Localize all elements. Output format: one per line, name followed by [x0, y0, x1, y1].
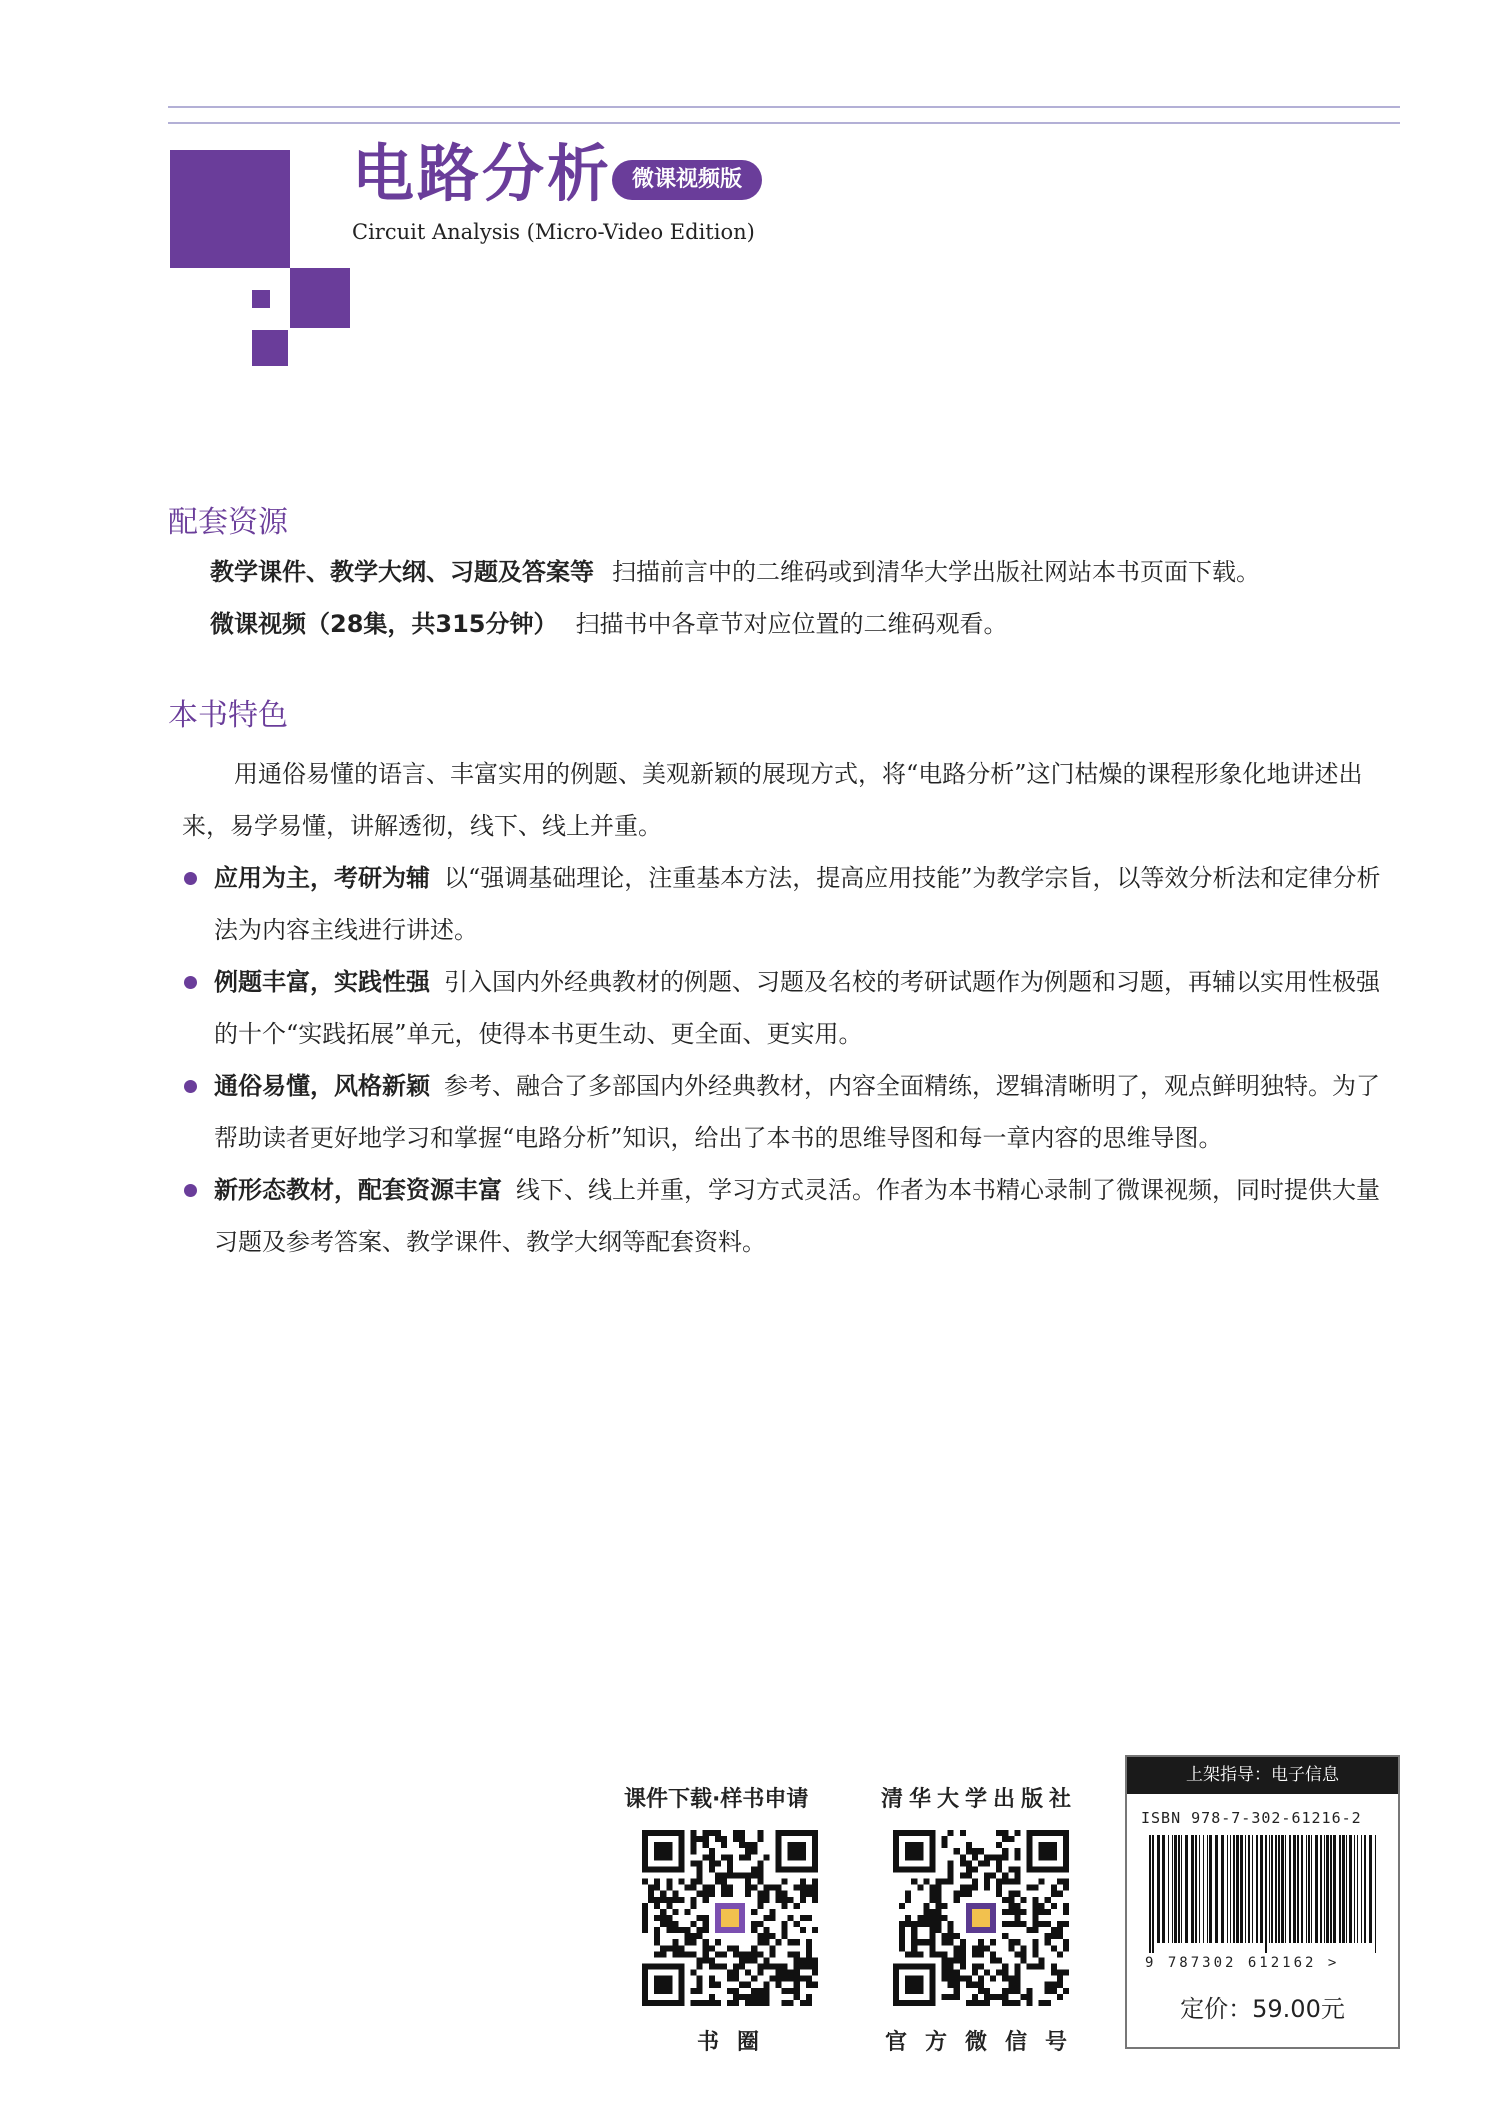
book-title: 电路分析 — [352, 137, 613, 210]
feature-text: 参考、融合了多部国内外经典教材，内容全面精练，逻辑清晰明了，观点鲜明独特。为了帮助读者更好地学习和掌握“电路分析”知识，给出了本书的思维导图和每一章内容的思维导图。 — [214, 1072, 1380, 1152]
isbn-number: ISBN 978-7-302-61216-2 — [1141, 1809, 1362, 1827]
feature-bullet — [182, 852, 1392, 956]
feature-text: 线下、线上并重，学习方式灵活。作者为本书精心录制了微课视频，同时提供大量习题及参考答案、教学课件、教学大纲等配套资料。 — [214, 1176, 1380, 1256]
barcode-digits: 9 787302 612162 > — [1145, 1955, 1340, 1971]
qr-label: 课件下载·样书申请 — [624, 1787, 809, 1812]
feature-bullet — [182, 1164, 1392, 1268]
bullet-dot-icon — [184, 1184, 197, 1197]
features-intro: 用通俗易懂的语言、丰富实用的例题、美观新颖的展现方式，将“电路分析”这门枯燥的课程形象化地讲述出来，易学易懂，讲解透彻，线下、线上并重。 — [182, 760, 1363, 840]
bullet-dot-icon — [184, 976, 197, 989]
feature-text: 引入国内外经典教材的例题、习题及名校的考研试题作为例题和习题，再辅以实用性极强的十个“实践拓展”单元，使得本书更生动、更全面、更实用。 — [214, 968, 1380, 1048]
qr-code-icon[interactable] — [642, 1830, 818, 2006]
feature-label: 应用为主，考研为辅 — [214, 864, 430, 892]
qr-label: 清华大学出版社 — [881, 1787, 1078, 1812]
resource-text: 扫描前言中的二维码或到清华大学出版社网站本书页面下载。 — [612, 558, 1260, 586]
feature-label: 新形态教材，配套资源丰富 — [214, 1176, 502, 1204]
qr-caption: 官方微信号 — [885, 2030, 1086, 2055]
resources-heading: 配套资源 — [168, 505, 288, 540]
resource-line — [210, 604, 1008, 639]
top-rule — [168, 106, 1400, 108]
qr-caption: 书圈 — [697, 2030, 778, 2055]
book-title-english: Circuit Analysis (Micro-Video Edition) — [352, 220, 755, 244]
features-heading: 本书特色 — [168, 698, 288, 733]
resource-label: 教学课件、教学大纲、习题及答案等 — [210, 558, 594, 586]
bullet-dot-icon — [184, 872, 197, 885]
feature-text: 以“强调基础理论，注重基本方法，提高应用技能”为教学宗旨，以等效分析法和定律分析法为内容主线进行讲述。 — [214, 864, 1381, 944]
shelf-category: 上架指导：电子信息 — [1127, 1757, 1398, 1794]
resource-line — [210, 552, 1260, 587]
resource-label: 微课视频（28集，共315分钟） — [210, 610, 558, 638]
isbn-block — [1125, 1755, 1400, 2049]
price: 定价：59.00元 — [1180, 1995, 1345, 2023]
feature-bullet — [182, 956, 1392, 1060]
resource-text: 扫描书中各章节对应位置的二维码观看。 — [575, 610, 1008, 638]
feature-label: 例题丰富，实践性强 — [214, 968, 430, 996]
feature-label: 通俗易懂，风格新颖 — [214, 1072, 430, 1100]
bullet-dot-icon — [184, 1080, 197, 1093]
top-rule-2 — [168, 122, 1400, 124]
edition-badge: 微课视频版 — [612, 160, 762, 200]
barcode-icon — [1149, 1835, 1381, 1953]
feature-bullet — [182, 1060, 1392, 1164]
qr-code-icon[interactable] — [893, 1830, 1069, 2006]
